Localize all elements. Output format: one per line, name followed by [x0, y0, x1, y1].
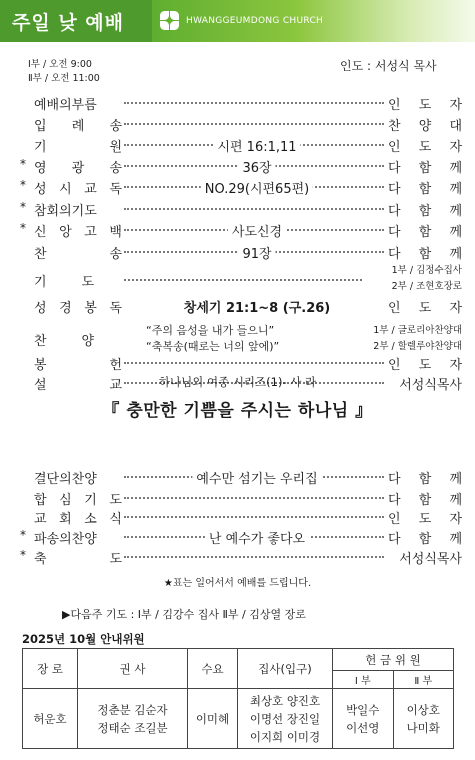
label-char: 도	[109, 552, 122, 567]
order-performer	[388, 221, 462, 240]
order-label	[34, 115, 122, 134]
performer-char: 께	[449, 161, 462, 176]
service-times	[28, 58, 100, 86]
order-performer	[388, 157, 462, 176]
header-elder: 장 로	[23, 649, 78, 689]
label-char: 교	[34, 512, 47, 527]
performer-char: 자	[449, 140, 462, 155]
order-label	[34, 508, 122, 527]
order-content: 36장	[238, 157, 275, 176]
standing-mark: *	[20, 178, 26, 192]
performer-char: 도	[418, 98, 432, 113]
performer-char: 함	[418, 472, 432, 487]
performer-char: 찬	[388, 119, 401, 134]
label-char: 앙	[59, 225, 72, 240]
order-content: 사도신경	[228, 221, 286, 240]
order-row	[22, 548, 462, 568]
performer-char: 께	[449, 472, 462, 487]
cell-offering-2: 이상호 나미화	[393, 689, 454, 749]
performer-char: 다	[388, 204, 401, 219]
performer-char: 자	[449, 512, 462, 527]
order-performer	[388, 297, 462, 316]
order-row	[22, 94, 462, 114]
order-label	[34, 200, 122, 219]
performer-char: 함	[418, 225, 432, 240]
label-char: 기	[34, 140, 47, 155]
performer-char: 다	[388, 472, 401, 487]
performer-char: 도	[418, 301, 432, 316]
order-label	[34, 468, 122, 487]
label-char: 송	[109, 119, 122, 134]
order-content: 시편 16:1,11	[213, 136, 300, 155]
sermon-series: 하나님의 여종 시리즈(1)- 사 라	[158, 375, 317, 389]
performer-char: 인	[388, 98, 401, 113]
church-logo	[160, 11, 323, 31]
header-offering: 헌 금 위 원	[333, 649, 454, 671]
standing-mark: *	[20, 528, 26, 542]
label-char: 찬	[34, 247, 47, 262]
label-char: 기	[84, 493, 97, 508]
dotted-leader	[124, 102, 384, 104]
performer-char: 서성식목사	[399, 552, 462, 567]
label-char: 시	[59, 182, 72, 197]
order-performer	[388, 136, 462, 155]
order-performer	[388, 528, 462, 547]
order-performer	[388, 115, 462, 134]
worship-leader: 인도 : 서성식 목사	[340, 59, 437, 73]
order-row-anthem	[22, 322, 462, 352]
label-char: 도	[109, 493, 122, 508]
performer-char: 다	[388, 493, 401, 508]
label-char: 입	[34, 119, 47, 134]
order-row	[22, 221, 462, 241]
order-content: 난 예수가 좋다오	[205, 528, 309, 547]
label-char: 축	[34, 552, 47, 567]
label-char: 신	[34, 225, 47, 240]
performer-char: 다	[388, 161, 401, 176]
dotted-leader	[124, 123, 384, 125]
order-row	[22, 200, 462, 220]
performer-char: 인	[388, 358, 401, 373]
label-char: 양	[81, 334, 94, 349]
next-week-prayer: ▶다음주 기도 : Ⅰ부 / 김강수 집사 Ⅱ부 / 김상열 장로	[62, 608, 306, 621]
page-header	[0, 0, 475, 42]
order-performer	[388, 243, 462, 262]
label-char: 교	[109, 378, 122, 393]
prayer-first: 1부 / 김정수집사	[389, 262, 462, 276]
order-content: NO.29(시편65편)	[201, 178, 313, 197]
order-performer	[388, 468, 462, 487]
label-char: 찬	[34, 334, 47, 349]
label-char: 결단의찬양	[34, 472, 97, 487]
performer-char: 께	[449, 225, 462, 240]
order-performer	[388, 94, 462, 113]
order-label	[34, 136, 122, 155]
order-performer	[388, 489, 462, 508]
label-char: 송	[109, 247, 122, 262]
performer-char: 인	[388, 140, 401, 155]
order-performer	[388, 200, 462, 219]
label-char: 봉	[84, 301, 97, 316]
order-label	[34, 221, 122, 240]
label-char: 예배의부름	[34, 98, 97, 113]
label-char: 백	[109, 225, 122, 240]
performer-char: 도	[418, 512, 432, 527]
label-char: 참회의기도	[34, 204, 97, 219]
label-char: 광	[71, 161, 85, 176]
dotted-leader	[124, 556, 384, 558]
order-performer	[388, 548, 462, 567]
label-char: 영	[34, 161, 47, 176]
label-char: 기	[34, 275, 47, 290]
performer-char: 자	[449, 301, 462, 316]
label-char: 파송의찬양	[34, 532, 97, 547]
church-name: HWANGGEUMDONG CHURCH	[186, 16, 324, 26]
order-content: 예수만 섬기는 우리집	[192, 468, 321, 487]
performer-char: 함	[418, 247, 432, 262]
dotted-leader	[124, 279, 362, 281]
dotted-leader	[124, 208, 384, 210]
prayer-second: 2부 / 조현호장로	[389, 278, 462, 292]
standing-mark: *	[20, 548, 26, 562]
order-label	[34, 157, 122, 176]
anthem-choir-first: 1부 / 글로리아찬양대	[370, 322, 462, 336]
performer-char: 함	[418, 161, 432, 176]
order-row	[22, 354, 462, 374]
performer-char: 서성식목사	[399, 378, 462, 393]
dotted-leader	[124, 362, 384, 364]
label-char: 식	[109, 512, 122, 527]
order-performer	[388, 508, 462, 527]
order-label	[34, 271, 94, 290]
performer-char: 자	[449, 358, 462, 373]
label-char: 설	[34, 378, 47, 393]
header-offering-2: Ⅱ 부	[393, 671, 454, 689]
order-label	[34, 528, 122, 547]
label-char: 회	[59, 512, 72, 527]
time-first: Ⅰ부 / 오전 9:00	[28, 59, 92, 70]
dotted-leader	[124, 516, 384, 518]
cell-deacon: 최상호 양진호 이명선 장진일 이지희 이미경	[238, 689, 333, 749]
order-row	[22, 528, 462, 548]
order-row	[22, 297, 462, 317]
anthem-choir-second: 2부 / 할렐루야찬양대	[370, 338, 462, 352]
label-char: 합	[34, 493, 47, 508]
performer-char: 대	[449, 119, 462, 134]
label-char: 성	[34, 301, 47, 316]
usher-roster-table	[22, 648, 454, 749]
order-content: 91장	[238, 243, 275, 262]
roster-title: 2025년 10월 안내위원	[22, 632, 145, 646]
performer-char: 자	[449, 98, 462, 113]
order-row-prayer	[22, 265, 462, 294]
header-wednesday: 수요	[188, 649, 238, 689]
leaf-icon	[160, 11, 180, 31]
label-char: 소	[84, 512, 97, 527]
label-char: 헌	[109, 358, 122, 373]
performer-char: 인	[388, 301, 401, 316]
label-char: 봉	[34, 358, 47, 373]
header-deacon: 집사(입구)	[238, 649, 333, 689]
cell-deaconess: 정춘분 김순자 정태순 조길분	[78, 689, 188, 749]
service-title: 주일 낮 예배	[0, 0, 152, 42]
order-label	[34, 243, 122, 262]
order-row	[22, 508, 462, 528]
label-char: 심	[59, 493, 72, 508]
label-char: 례	[71, 119, 85, 134]
dotted-leader	[124, 497, 384, 499]
standing-mark: *	[20, 157, 26, 171]
order-performer	[388, 178, 462, 197]
standing-mark: *	[20, 221, 26, 235]
performer-char: 다	[388, 225, 401, 240]
label-char: 교	[84, 182, 97, 197]
label-char: 성	[34, 182, 47, 197]
label-char: 독	[109, 182, 122, 197]
performer-char: 함	[418, 532, 432, 547]
performer-char: 함	[418, 182, 432, 197]
order-content: 창세기 21:1~8 (구.26)	[180, 297, 334, 316]
performer-char: 도	[418, 140, 432, 155]
order-label	[34, 548, 122, 567]
header-deaconess: 권 사	[78, 649, 188, 689]
order-label	[34, 330, 94, 349]
order-row	[22, 468, 462, 488]
anthem-second: “축복송(때로는 너의 앞에)”	[146, 340, 280, 353]
performer-char: 다	[388, 247, 401, 262]
order-row	[22, 115, 462, 135]
label-char: 송	[109, 161, 122, 176]
standing-mark: *	[20, 200, 26, 214]
label-char: 경	[59, 301, 72, 316]
order-label	[34, 297, 122, 316]
performer-char: 인	[388, 512, 401, 527]
order-label	[34, 354, 122, 373]
order-label	[34, 94, 122, 113]
header-offering-1: Ⅰ 부	[333, 671, 394, 689]
cell-offering-1: 박일수 이선영	[333, 689, 394, 749]
label-char: 원	[109, 140, 122, 155]
performer-char: 함	[418, 204, 432, 219]
time-second: Ⅱ부 / 오전 11:00	[28, 73, 100, 84]
standing-note: ★표는 일어서서 예배를 드립니다.	[163, 578, 312, 589]
order-row	[22, 178, 462, 198]
performer-char: 다	[388, 182, 401, 197]
order-performer	[388, 354, 462, 373]
label-char: 독	[109, 301, 122, 316]
anthem-first: “주의 음성을 내가 들으니”	[146, 324, 275, 337]
performer-char: 께	[449, 493, 462, 508]
performer-char: 다	[388, 532, 401, 547]
label-char: 고	[84, 225, 97, 240]
sermon-title: 『 충만한 기쁨을 주시는 하나님 』	[102, 401, 373, 421]
order-row	[22, 243, 462, 263]
cell-wednesday: 이미혜	[188, 689, 238, 749]
performer-char: 께	[449, 532, 462, 547]
header-banner	[152, 0, 475, 42]
label-char: 도	[81, 275, 94, 290]
performer-char: 께	[449, 182, 462, 197]
order-row	[22, 489, 462, 509]
order-label	[34, 489, 122, 508]
performer-char: 도	[418, 358, 432, 373]
order-row	[22, 136, 462, 156]
cell-elder: 허운호	[23, 689, 78, 749]
order-label	[34, 178, 122, 197]
performer-char: 함	[418, 493, 432, 508]
performer-char: 양	[418, 119, 432, 134]
performer-char: 께	[449, 204, 462, 219]
performer-char: 께	[449, 247, 462, 262]
table-row	[23, 689, 454, 749]
order-row	[22, 157, 462, 177]
